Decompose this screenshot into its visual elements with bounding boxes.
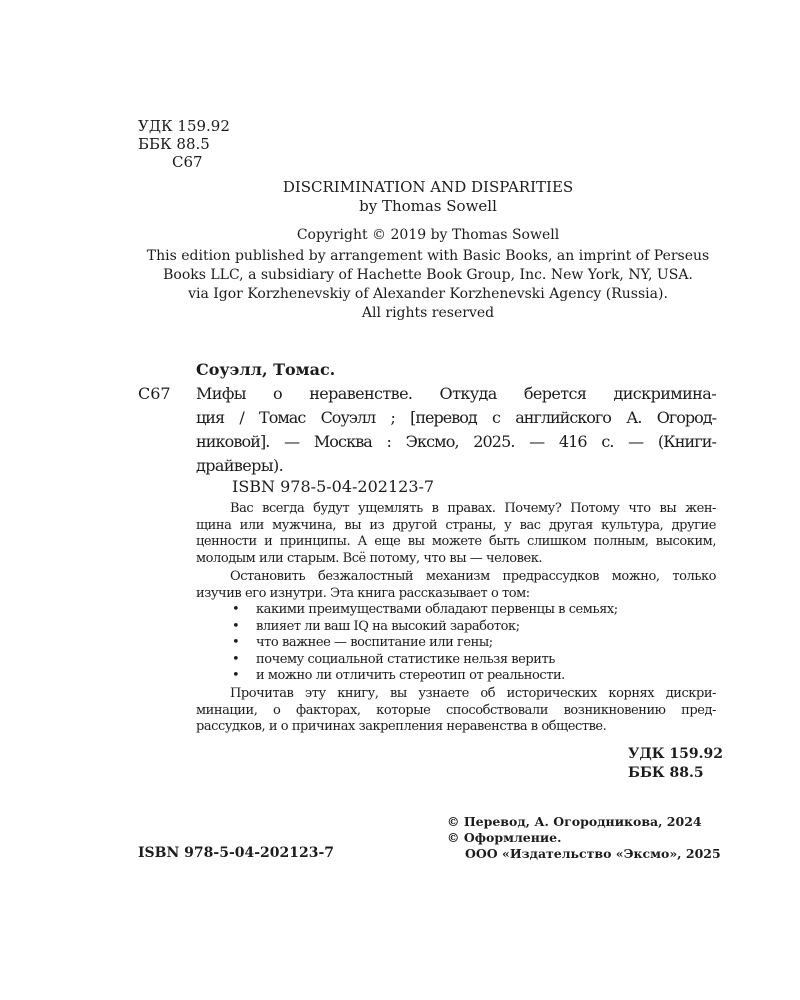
- copyright-line: Copyright © 2019 by Thomas Sowell: [296, 227, 560, 243]
- bbk-code-bottom: ББК 88.5: [628, 765, 704, 781]
- record-line: ция / Томас Соуэлл ; [перевод с английского А. Огород-: [196, 408, 716, 427]
- bullet-marker: •: [232, 635, 240, 650]
- annotation-line: щина или мужчина, вы из другой страны, у вас другая культура, другие: [196, 517, 716, 533]
- list-item: [196, 668, 716, 685]
- record-line: никовой]. — Москва : Эксмо, 2025. — 416 с. — (Книги-: [196, 432, 716, 451]
- annotation-line: Прочитав эту книгу, вы узнаете об исторических корнях дискри-: [230, 686, 716, 701]
- footer-isbn: ISBN 978-5-04-202123-7: [138, 845, 335, 861]
- record-line: драйверы).: [196, 456, 284, 475]
- publisher-copyright: ООО «Издательство «Эксмо», 2025: [465, 846, 721, 861]
- record-line: Мифы о неравенстве. Откуда берется дискримина-: [196, 384, 716, 403]
- annotation-paragraph-3: [196, 686, 716, 736]
- annotation-line: рассудков, и о причинах закрепления неравенства в обществе.: [196, 719, 607, 734]
- udk-code-bottom: УДК 159.92: [628, 746, 723, 762]
- annotation-paragraph-2: [196, 569, 716, 602]
- rights-line: This edition published by arrangement with Basic Books, an imprint of Perseus: [146, 248, 710, 264]
- bbk-code-top: ББК 88.5: [138, 135, 210, 153]
- list-item: [196, 602, 716, 619]
- record-heading: Соуэлл, Томас.: [196, 360, 336, 379]
- udk-code-top: УДК 159.92: [138, 117, 230, 135]
- author-sign-top: С67: [172, 153, 203, 171]
- annotation-line: ценности и принципы. А еще вы можете быть слишком полным, высоким,: [196, 534, 716, 549]
- design-copyright: © Оформление.: [447, 830, 562, 845]
- rights-line: via Igor Korzhenevskiy of Alexander Korzhenevski Agency (Russia).: [188, 286, 668, 302]
- record-isbn: ISBN 978-5-04-202123-7: [232, 477, 435, 496]
- list-item-text: и можно ли отличить стереотип от реальности.: [256, 668, 565, 683]
- list-item-text: почему социальной статистике нельзя верить: [256, 651, 555, 667]
- annotation-bullet-list: [196, 602, 716, 685]
- list-item-text: влияет ли ваш IQ на высокий заработок;: [256, 618, 520, 634]
- list-item: [196, 652, 716, 669]
- annotation-paragraph-1: [196, 501, 716, 567]
- annotation-line: молодым или старым. Всё потому, что вы — человек.: [196, 550, 543, 566]
- annotation-line: изучив его изнутри. Эта книга рассказывает о том:: [196, 585, 530, 601]
- bullet-marker: •: [232, 602, 240, 617]
- rights-line: Books LLC, a subsidiary of Hachette Book Group, Inc. New York, NY, USA.: [163, 267, 693, 283]
- translation-copyright: © Перевод, А. Огородникова, 2024: [447, 814, 702, 829]
- list-item: [196, 635, 716, 652]
- annotation-line: минации, о факторах, которые способствовали возникновению пред-: [196, 702, 716, 718]
- bullet-marker: •: [232, 618, 240, 634]
- original-title: DISCRIMINATION AND DISPARITIES: [282, 178, 574, 196]
- list-item-text: какими преимуществами обладают первенцы в семьях;: [256, 602, 618, 617]
- annotation-line: Вас всегда будут ущемлять в правах. Почему? Потому что вы жен-: [230, 501, 716, 516]
- rights-line: All rights reserved: [361, 305, 495, 321]
- original-author: by Thomas Sowell: [359, 197, 497, 215]
- record-description: [196, 382, 716, 478]
- bullet-marker: •: [232, 651, 240, 667]
- annotation-line: Остановить безжалостный механизм предрассудков можно, только: [230, 569, 716, 584]
- rights-statement: [0, 247, 800, 323]
- list-item: [196, 619, 716, 636]
- list-item-text: что важнее — воспитание или гены;: [256, 635, 493, 650]
- record-sign: С67: [138, 384, 171, 403]
- bullet-marker: •: [232, 668, 240, 683]
